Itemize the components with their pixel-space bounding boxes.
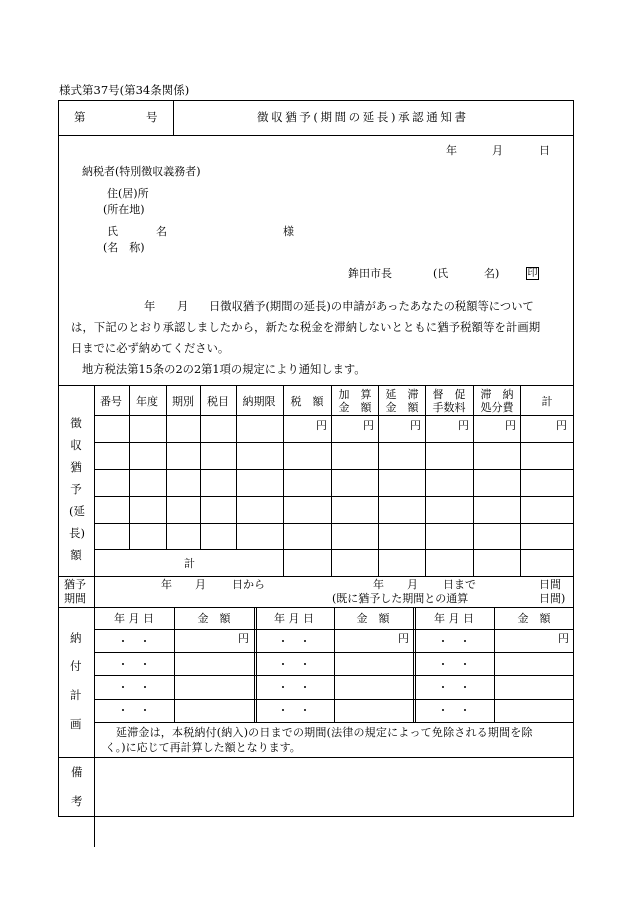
tax-side-char: 予 — [70, 482, 82, 496]
header-arrears-1: 滞 納 — [480, 388, 514, 401]
plan-side-char: 画 — [70, 717, 82, 731]
tax-side-char: (延 — [69, 504, 85, 518]
header-period: 期別 — [172, 395, 194, 408]
total-label: 計 — [184, 557, 195, 570]
address-sub-label: (所在地) — [103, 203, 145, 216]
header-arrears-2: 処分費 — [480, 401, 514, 414]
header-tax-amount: 税 額 — [290, 395, 324, 408]
date-year: 年 — [446, 144, 457, 157]
header-additional-2: 金 額 — [338, 401, 372, 414]
date-day: 日 — [539, 144, 550, 157]
grace-label-1: 猶予 — [64, 578, 86, 591]
address-label: 住(居)所 — [107, 187, 149, 200]
plan-side-char: 計 — [70, 688, 82, 702]
tax-side-char: 収 — [70, 438, 82, 452]
plan-date-dots: ・ ・ — [437, 681, 471, 694]
late-fee-note-1: 延滞金は，本税納付(納入)の日までの期間(法律の規定によって免除される期間を除 — [116, 726, 533, 739]
plan-side-char: 納 — [70, 631, 82, 645]
grace-note: (既に猶予した期間との通算 — [332, 592, 469, 605]
number-suffix: 号 — [146, 110, 158, 124]
yen-unit: 円 — [556, 419, 567, 432]
header-additional-1: 加 算 — [338, 388, 372, 401]
plan-header-amount: 金 額 — [356, 612, 390, 625]
plan-header-amount: 金 額 — [197, 612, 231, 625]
tax-side-label — [69, 412, 83, 566]
issuer-name-open: (氏 — [433, 267, 449, 280]
header-year: 年度 — [136, 395, 158, 408]
yen-unit: 円 — [410, 419, 421, 432]
plan-date-dots: ・ ・ — [117, 658, 151, 671]
yen-unit: 円 — [558, 632, 569, 645]
yen-unit: 円 — [398, 632, 409, 645]
body-month: 月 — [177, 300, 189, 313]
grace-label-2: 期間 — [64, 592, 86, 605]
plan-date-dots: ・ ・ — [437, 658, 471, 671]
yen-unit: 円 — [458, 419, 469, 432]
header-due-date: 納期限 — [242, 395, 276, 408]
taxpayer-label: 納税者(特別徴収義務者) — [82, 165, 201, 178]
plan-header-date: 年 月 日 — [274, 612, 314, 625]
remarks-label-1: 備 — [71, 765, 83, 779]
header-demand-1: 督 促 — [432, 388, 466, 401]
header-number: 番号 — [100, 395, 122, 408]
plan-date-dots: ・ ・ — [117, 704, 151, 717]
tax-side-char: 徴 — [70, 416, 82, 430]
number-prefix: 第 — [74, 110, 86, 124]
seal-mark: 印 — [527, 267, 538, 279]
late-fee-note-2: く。)に応じて再計算した額となります。 — [105, 741, 301, 754]
yen-unit: 円 — [238, 632, 249, 645]
tax-side-char: 額 — [70, 548, 82, 562]
issuer-title: 鉾田市長 — [348, 267, 392, 280]
plan-header-amount: 金 額 — [517, 612, 551, 625]
issuer-name-close: 名) — [484, 267, 500, 280]
grace-from-day: 日から — [232, 578, 265, 591]
grace-from-year: 年 — [161, 578, 172, 591]
grace-to-month: 月 — [407, 578, 418, 591]
plan-date-dots: ・ ・ — [117, 681, 151, 694]
body-line-1: 日徴収猶予(期間の延長)の申請があったあなたの税額等について — [209, 300, 534, 313]
grace-note-days: 日間) — [539, 592, 566, 605]
plan-header-date: 年 月 日 — [114, 612, 154, 625]
body-line-2: は，下記のとおり承認しましたから，新たな税金を滞納しないとともに猶予税額等を計画期 — [71, 321, 541, 334]
plan-side-char: 付 — [70, 659, 82, 673]
plan-date-dots: ・ ・ — [277, 681, 311, 694]
plan-date-dots: ・ ・ — [277, 635, 311, 648]
header-tax-item: 税目 — [207, 395, 229, 408]
name-label-1: 氏 — [107, 225, 118, 238]
grace-to-day: 日まで — [443, 578, 476, 591]
body-line-4: 地方税法第15条の2の2第1項の規定により通知します。 — [82, 363, 366, 376]
form-number-label: 様式第37号(第34条関係) — [59, 83, 190, 97]
yen-unit: 円 — [505, 419, 516, 432]
form-title: 徴収猶予(期間の延長)承認通知書 — [257, 110, 469, 124]
tax-side-char: 長) — [69, 526, 85, 540]
tax-side-char: 猶 — [70, 460, 82, 474]
header-demand-2: 手数料 — [432, 401, 466, 414]
date-month: 月 — [492, 144, 503, 157]
plan-date-dots: ・ ・ — [277, 658, 311, 671]
plan-header-date: 年 月 日 — [434, 612, 474, 625]
body-line-3: 日までに必ず納めてください。 — [71, 342, 230, 355]
grace-days: 日間 — [539, 578, 561, 591]
name-label-2: 名 — [156, 225, 167, 238]
plan-date-dots: ・ ・ — [117, 635, 151, 648]
remarks-label-2: 考 — [71, 794, 83, 808]
plan-date-dots: ・ ・ — [437, 635, 471, 648]
header-total: 計 — [541, 395, 553, 408]
header-late-1: 延 滞 — [385, 388, 419, 401]
plan-date-dots: ・ ・ — [277, 704, 311, 717]
yen-unit: 円 — [316, 419, 327, 432]
header-late-2: 金 額 — [385, 401, 419, 414]
body-year: 年 — [144, 300, 156, 313]
yen-unit: 円 — [363, 419, 374, 432]
grace-from-month: 月 — [195, 578, 206, 591]
honorific: 様 — [283, 225, 294, 238]
name-sub-label: (名 称) — [103, 241, 145, 254]
plan-date-dots: ・ ・ — [437, 704, 471, 717]
grace-to-year: 年 — [373, 578, 384, 591]
